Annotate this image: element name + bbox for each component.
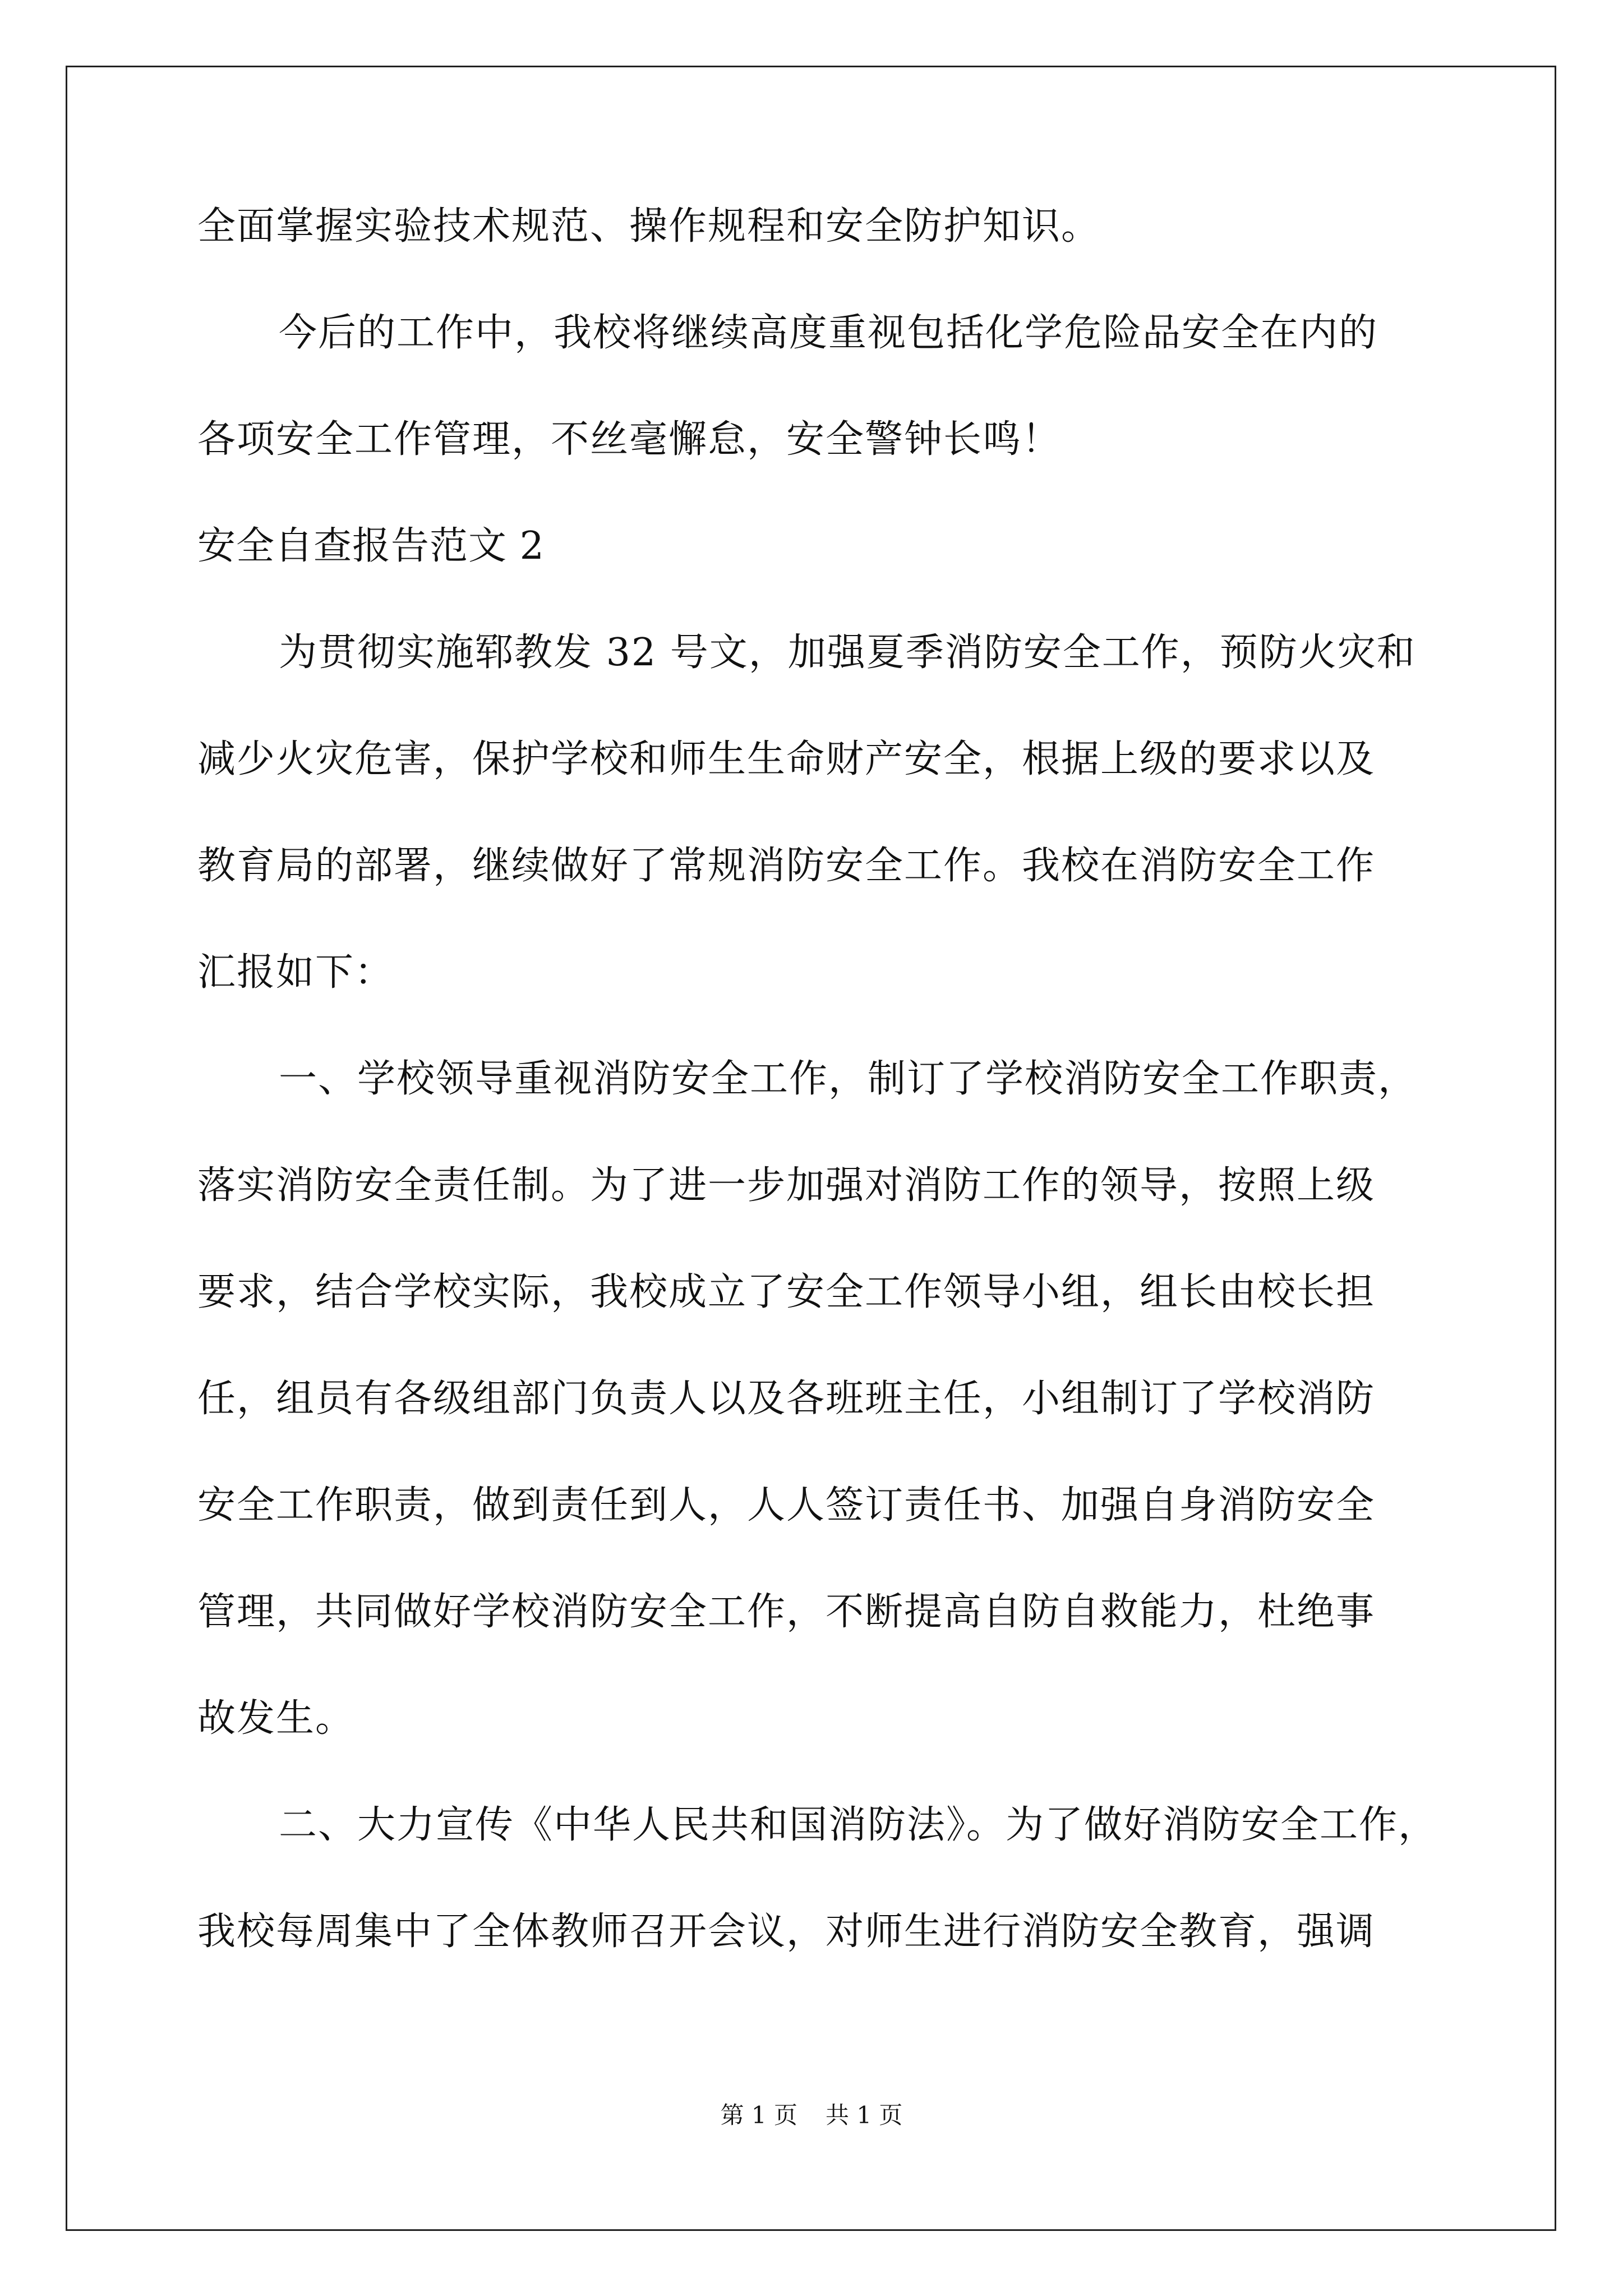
body-line: 我校每周集中了全体教师召开会议，对师生进行消防安全教育，强调	[197, 1910, 1376, 1954]
page-total: 共 1 页	[826, 2101, 903, 2129]
page-footer	[0, 2101, 1623, 2129]
body-line: 为贯彻实施郓教发 32 号文，加强夏季消防安全工作，预防火灾和	[279, 631, 1416, 675]
body-line: 汇报如下：	[197, 950, 394, 995]
body-line: 今后的工作中，我校将继续高度重视包括化学危险品安全在内的	[279, 311, 1378, 355]
body-line: 任，组员有各级组部门负责人以及各班班主任，小组制订了学校消防	[197, 1377, 1376, 1421]
body-line: 各项安全工作管理，不丝毫懈怠，安全警钟长鸣！	[197, 417, 1062, 462]
body-line: 管理，共同做好学校消防安全工作，不断提高自防自救能力，杜绝事	[197, 1590, 1376, 1634]
body-line: 减少火灾危害，保护学校和师生生命财产安全，根据上级的要求以及	[197, 737, 1376, 781]
body-line: 全面掌握实验技术规范、操作规程和安全防护知识。	[197, 204, 1101, 249]
body-line: 安全工作职责，做到责任到人，人人签订责任书、加强自身消防安全	[197, 1483, 1376, 1527]
page-number: 第 1 页	[720, 2101, 797, 2129]
section-heading: 安全自查报告范文 2	[197, 524, 545, 568]
body-line: 二、大力宣传《中华人民共和国消防法》。为了做好消防安全工作，	[279, 1803, 1438, 1847]
body-line: 要求，结合学校实际，我校成立了安全工作领导小组，组长由校长担	[197, 1270, 1376, 1314]
body-line: 教育局的部署，继续做好了常规消防安全工作。我校在消防安全工作	[197, 844, 1376, 888]
document-body	[197, 204, 1438, 2019]
body-line: 一、学校领导重视消防安全工作，制订了学校消防安全工作职责，	[279, 1057, 1418, 1101]
body-line: 落实消防安全责任制。为了进一步加强对消防工作的领导，按照上级	[197, 1163, 1376, 1208]
body-line: 故发生。	[197, 1696, 355, 1741]
